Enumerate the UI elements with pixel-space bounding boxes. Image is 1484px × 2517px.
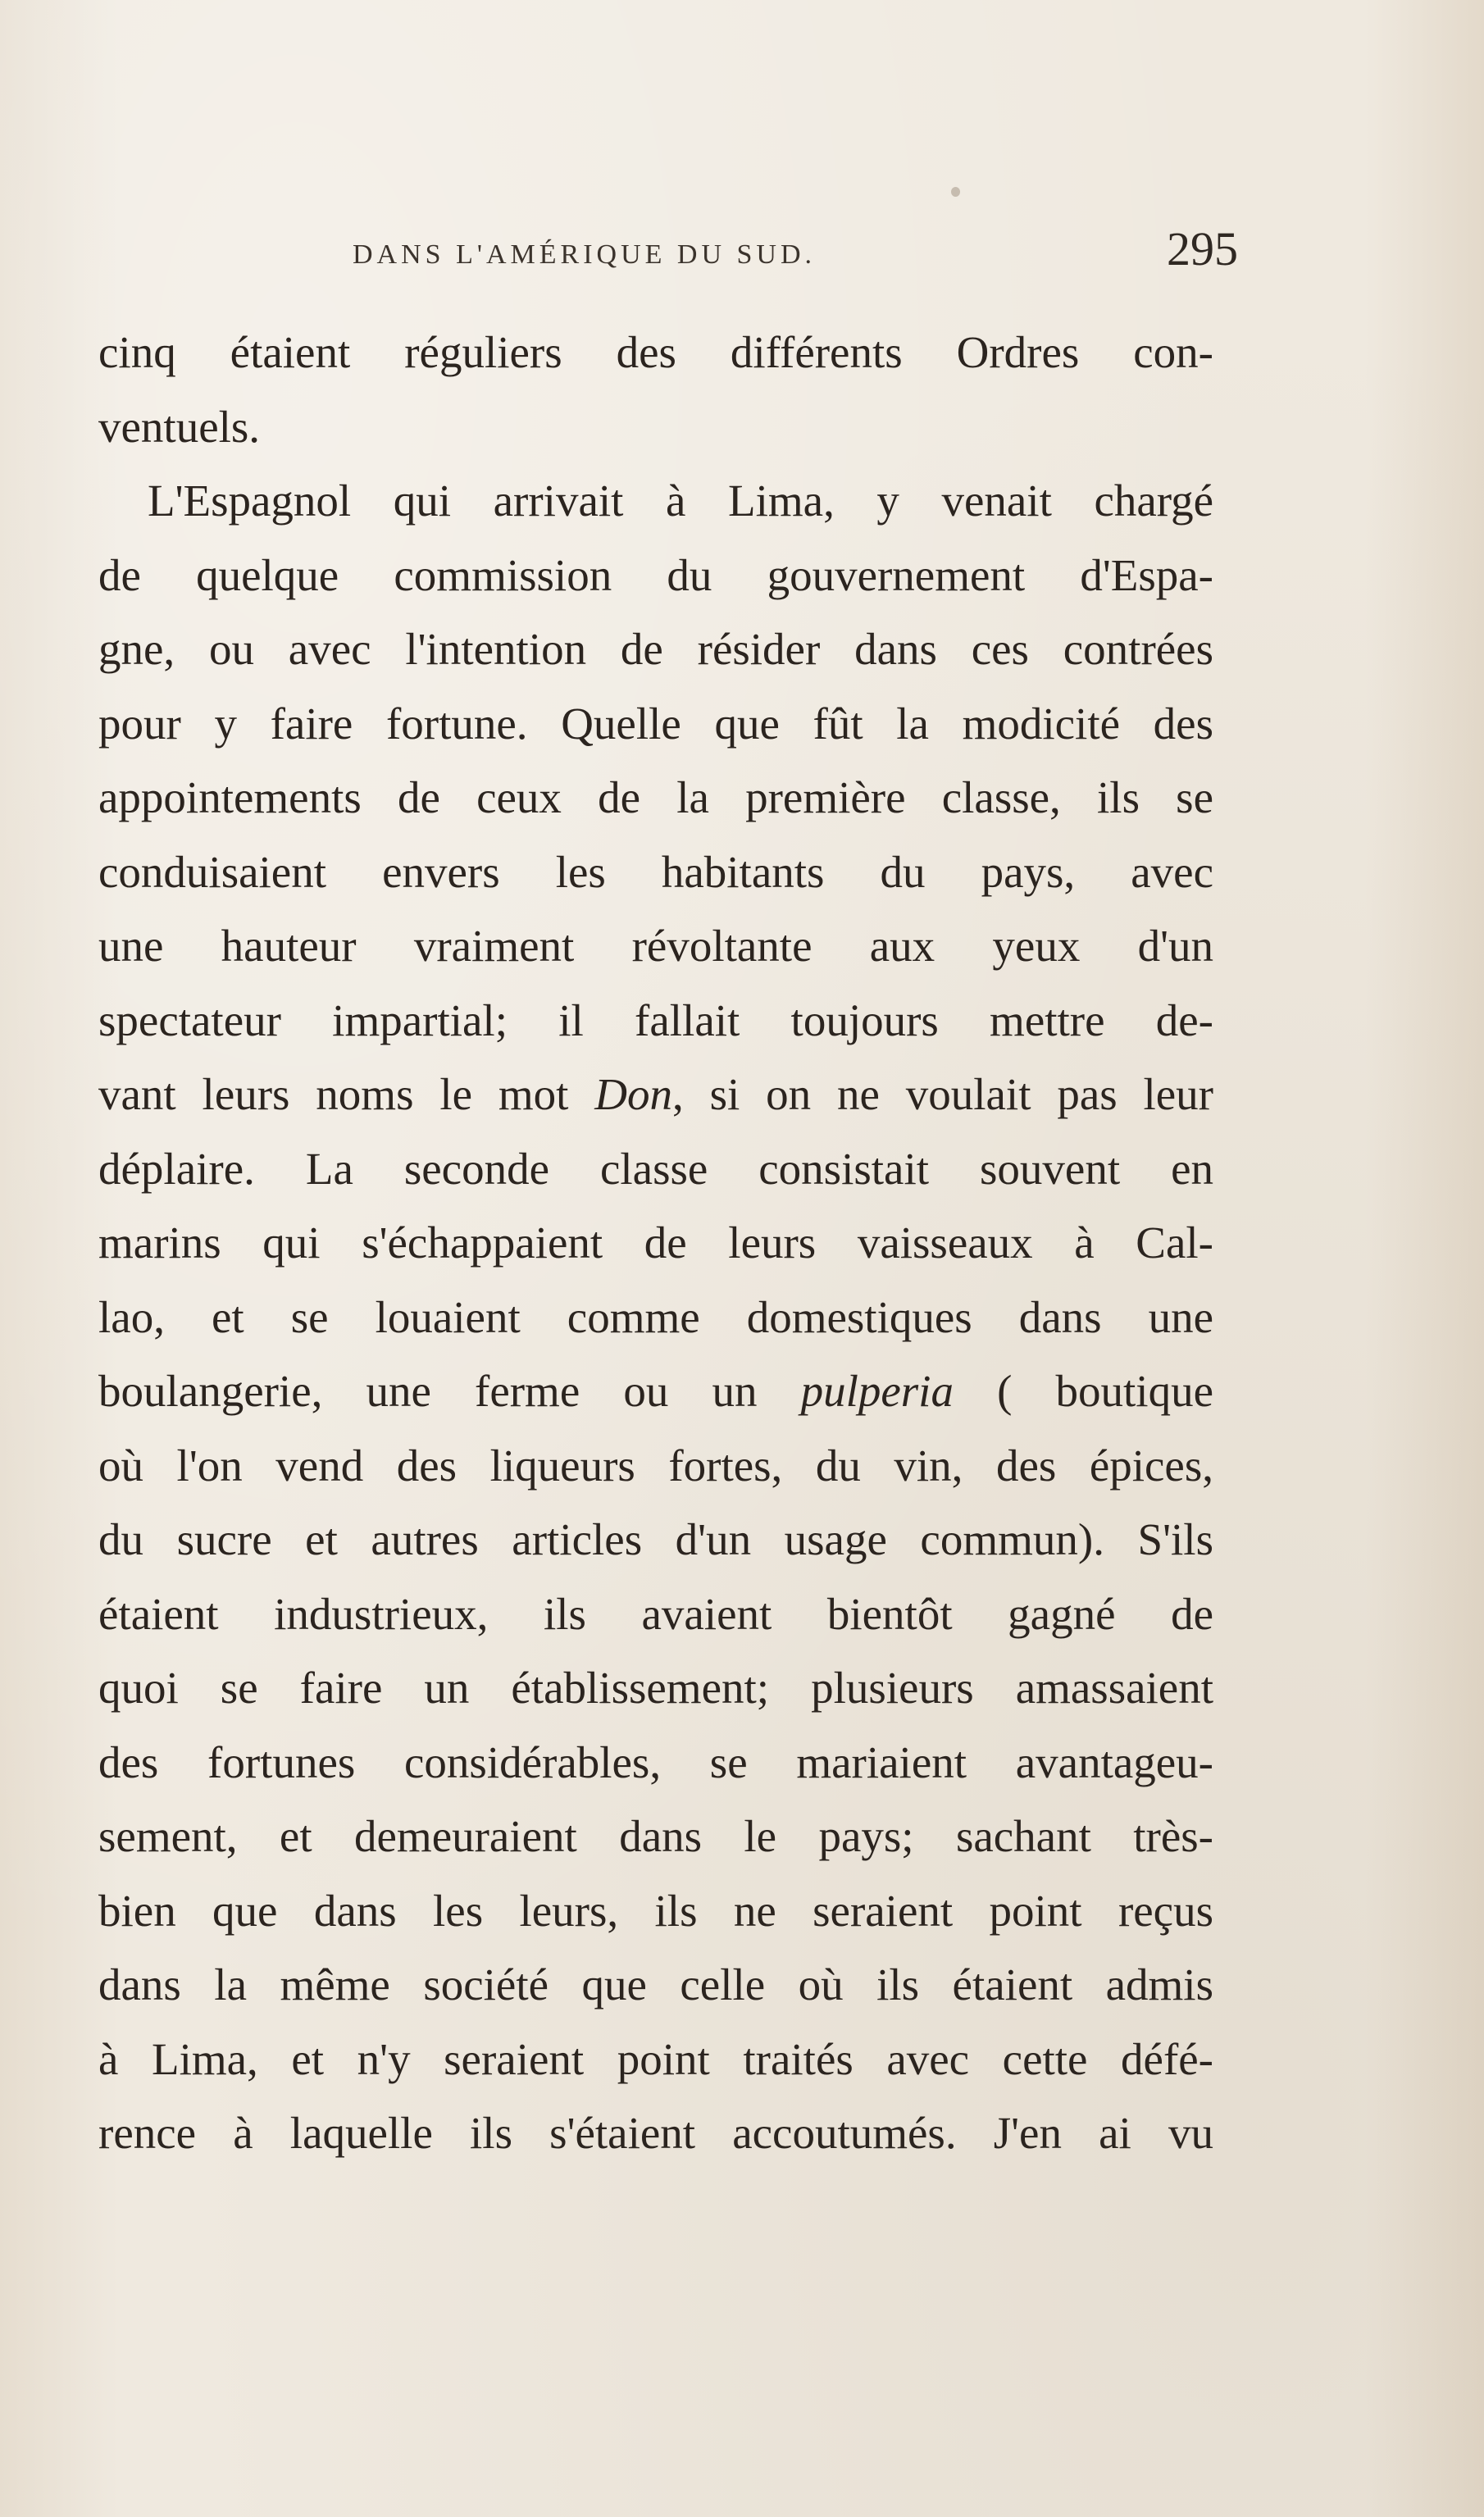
text-line: appointements de ceux de la première classe, ils se (98, 772, 1213, 822)
text-line: gne, ou avec l'intention de résider dans ces contrées (98, 624, 1213, 674)
text-line: conduisaient envers les habitants du pays, avec (98, 846, 1213, 897)
body-text (98, 316, 1213, 2171)
page-number: 295 (1167, 222, 1238, 275)
text-line: bien que dans les leurs, ils ne seraient point reçus (98, 1885, 1213, 1936)
text-line: à Lima, et n'y seraient point traités avec cette défé- (98, 2033, 1213, 2084)
page-header (98, 221, 1238, 303)
text-line: marins qui s'échappaient de leurs vaisseaux à Cal- (98, 1218, 1213, 1268)
text-line: quoi se faire un établissement; plusieurs amassaient (98, 1663, 1213, 1713)
text-line: du sucre et autres articles d'un usage commun). S'ils (98, 1514, 1213, 1564)
text-line: où l'on vend des liqueurs fortes, du vin, des épices, (98, 1440, 1213, 1491)
text-line: une hauteur vraiment révoltante aux yeux d'un (98, 921, 1213, 971)
text-line: L'Espagnol qui arrivait à Lima, y venait chargé (148, 476, 1213, 526)
text-line: étaient industrieux, ils avaient bientôt gagné de (98, 1588, 1213, 1639)
text-line: des fortunes considérables, se mariaient avantageu- (98, 1736, 1213, 1787)
text-line: sement, et demeuraient dans le pays; sachant très- (98, 1811, 1213, 1861)
italic-word: pulperia (800, 1366, 954, 1416)
text-line: pour y faire fortune. Quelle que fût la modicité des (98, 698, 1213, 749)
ink-spot (951, 187, 960, 197)
italic-word: Don (594, 1069, 672, 1119)
text-line: vant leurs noms le mot Don, si on ne voulait pas leur (98, 1069, 1213, 1119)
text-line: de quelque commission du gouvernement d'Espa- (98, 549, 1213, 600)
running-head: DANS L'AMÉRIQUE DU SUD. (353, 239, 817, 270)
text-line: spectateur impartial; il fallait toujours mettre de- (98, 995, 1213, 1045)
text-line: rence à laquelle ils s'étaient accoutumés. J'en ai vu (98, 2108, 1213, 2158)
text-line: lao, et se louaient comme domestiques dans une (98, 1291, 1213, 1342)
text-line: dans la même société que celle où ils étaient admis (98, 1959, 1213, 2010)
text-line: boulangerie, une ferme ou un pulperia ( boutique (98, 1366, 1213, 1416)
text-line: ventuels. (98, 401, 261, 452)
text-line: cinq étaient réguliers des différents Ordres con- (98, 327, 1213, 377)
text-line: déplaire. La seconde classe consistait souvent en (98, 1143, 1213, 1194)
